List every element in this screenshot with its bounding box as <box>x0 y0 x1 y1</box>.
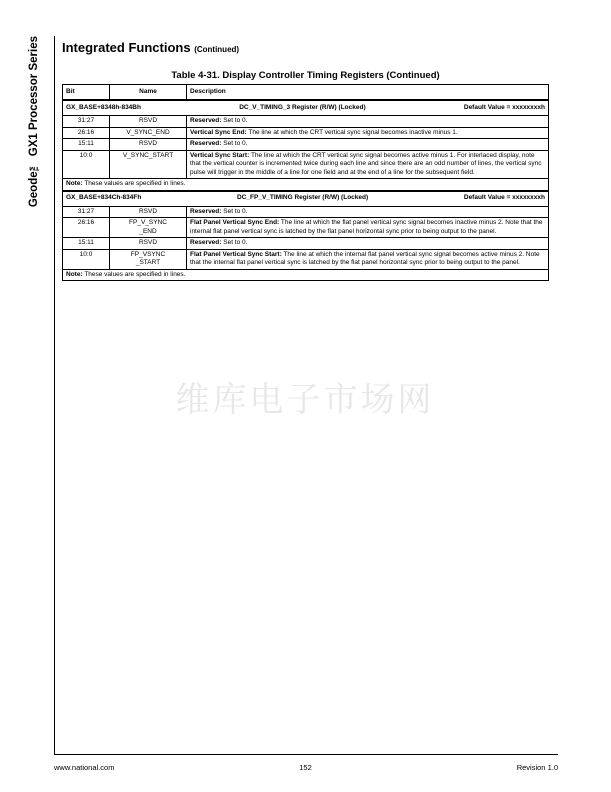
note-label: Note: <box>66 270 83 278</box>
table-row <box>63 218 549 238</box>
register-title: DC_V_TIMING_3 Register (R/W) (Locked) <box>239 103 366 111</box>
bit-cell: 26:16 <box>63 218 110 238</box>
description-text: Set to 0. <box>221 207 248 215</box>
note-text: These values are specified in lines. <box>84 180 186 187</box>
description-cell <box>187 249 549 269</box>
note-row <box>63 269 549 281</box>
table-row <box>63 116 549 128</box>
register-default-value: Default Value = xxxxxxxxh <box>463 194 545 202</box>
description-term: Flat Panel Vertical Sync End: <box>190 219 280 226</box>
description-cell <box>187 139 549 151</box>
name-cell: RSVD <box>110 238 187 250</box>
description-text: Set to 0. <box>221 140 248 147</box>
footer-rule <box>54 754 558 755</box>
description-cell <box>187 218 549 238</box>
register-header-cell <box>63 100 549 116</box>
watermark: 维库电子市场网 <box>175 380 435 420</box>
bit-cell: 31:27 <box>63 116 110 128</box>
name-cell: RSVD <box>110 206 187 218</box>
footer-revision: Revision 1.0 <box>516 763 558 772</box>
description-text: The line at which the CRT vertical sync signal becomes inactive minus 1. <box>246 128 458 136</box>
description-cell <box>187 116 549 128</box>
note-cell <box>63 269 549 281</box>
description-text: Set to 0. <box>221 239 248 246</box>
bit-cell: 15:11 <box>63 238 110 250</box>
table-row <box>63 127 549 139</box>
header-bit: Bit <box>63 85 110 101</box>
description-term: Reserved: <box>190 207 222 215</box>
header-name: Name <box>110 85 187 101</box>
table-row <box>63 139 549 151</box>
register-header <box>66 194 545 203</box>
note-text: These values are specified in lines. <box>84 270 186 278</box>
note-label: Note: <box>66 180 83 187</box>
name-cell: V_SYNC_START <box>110 150 187 179</box>
register-title: DC_FP_V_TIMING Register (R/W) (Locked) <box>237 194 369 202</box>
table-row <box>63 249 549 269</box>
header-description: Description <box>187 85 549 101</box>
name-cell: RSVD <box>110 139 187 151</box>
description-term: Flat Panel Vertical Sync Start: <box>190 250 282 258</box>
description-term: Reserved: <box>190 140 222 147</box>
description-text: The line at which the internal flat panel vertical sync signal becomes active minus 2. Note that the internal flat panel vertical sync is latched by the flat panel horizontal sync prior to being output to the panel. <box>190 250 540 266</box>
register-header-row <box>63 100 549 116</box>
description-text: The line at which the CRT vertical sync signal becomes active minus 1. For interlaced display, note that the vertical counter is incremented twice during each line and since there are an odd number of lines, the vertical sync pulse will trigger in the middle of a line for one field and at the end of a line for the subsequent field. <box>190 151 542 176</box>
bit-cell: 31:27 <box>63 206 110 218</box>
description-term: Reserved: <box>190 239 222 246</box>
table-header-row <box>63 85 549 101</box>
name-cell: FP_V_SYNC _END <box>110 218 187 238</box>
bit-cell: 26:16 <box>63 127 110 139</box>
note-row <box>63 179 549 191</box>
register-header-cell <box>63 191 549 207</box>
bit-cell: 10:0 <box>63 249 110 269</box>
footer-website: www.national.com <box>54 763 115 772</box>
description-cell <box>187 238 549 250</box>
description-term: Vertical Sync End: <box>190 128 247 136</box>
register-default-value: Default Value = xxxxxxxxh <box>463 103 545 111</box>
footer-page-number: 152 <box>299 763 312 772</box>
description-cell <box>187 127 549 139</box>
register-address: GX_BASE+8348h-834Bh <box>66 103 141 111</box>
section-continued-label: (Continued) <box>194 45 240 54</box>
note-cell <box>63 179 549 191</box>
bit-cell: 10:0 <box>63 150 110 179</box>
table-caption: Table 4-31. Display Controller Timing Registers (Continued) <box>171 70 440 81</box>
table-row <box>63 238 549 250</box>
left-vertical-rule <box>54 36 55 754</box>
description-cell <box>187 206 549 218</box>
series-side-title: Geode™ GX1 Processor Series <box>28 36 40 208</box>
register-address: GX_BASE+834Ch-834Fh <box>66 194 142 202</box>
section-title <box>62 40 239 55</box>
register-header <box>66 104 545 113</box>
description-term: Vertical Sync Start: <box>190 151 250 159</box>
table-row <box>63 150 549 179</box>
bit-cell: 15:11 <box>63 139 110 151</box>
description-cell <box>187 150 549 179</box>
name-cell: V_SYNC_END <box>110 127 187 139</box>
name-cell: RSVD <box>110 116 187 128</box>
table-row <box>63 206 549 218</box>
name-cell: FP_VSYNC _START <box>110 249 187 269</box>
register-header-row <box>63 191 549 207</box>
description-term: Reserved: <box>190 117 222 124</box>
register-table <box>62 84 549 281</box>
description-text: The line at which the flat panel vertical sync signal becomes inactive minus 2. Note that the internal flat panel vertical sync is latched by the flat panel horizontal sync prior to being output to the panel. <box>190 219 543 235</box>
description-text: Set to 0. <box>221 117 248 124</box>
section-title-text: Integrated Functions <box>62 40 191 55</box>
